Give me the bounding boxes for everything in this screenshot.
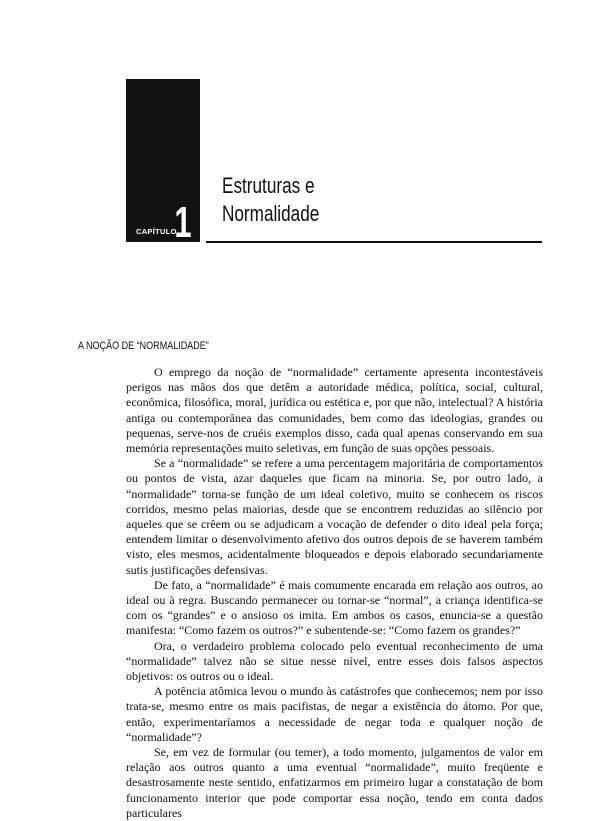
chapter-label: CAPÍTULO [136, 227, 177, 236]
paragraph: A potência atômica levou o mundo às catástrofes que conhecemos; nem por isso trata-se, mesmo entre os mais pacifistas, de negar a existência do átomo. Por que, então, experimentaríamos a necessidade de negar toda e qualquer noção de “normalidade”? [126, 684, 543, 744]
chapter-title-line: Normalidade [222, 201, 320, 226]
chapter-title [222, 172, 319, 228]
section-heading: A NOÇÃO DE “NORMALIDADE” [78, 340, 209, 352]
paragraph: Se a “normalidade” se refere a uma percentagem majoritária de comportamentos ou pontos de vista, azar daqueles que ficam na minoria. Se, por outro lado, a “normalidade” torna-se função de um ideal coletivo, muito se conhecem os riscos corridos, mesmo pelas maiorias, desde que se encontrem reduzidas ao silêncio por aqueles que se crêem ou se adjudicam a vocação de defender o dito ideal pela força; entendem limitar o desenvolvimento afetivo dos outros depois de se haverem também visto, eles mesmos, acidentalmente bloqueados e depois elaborado secundariamente sutis justificações defensivas. [126, 456, 543, 577]
paragraph: Se, em vez de formular (ou temer), a todo momento, julgamentos de valor em relação aos outros quanto a uma eventual “normalidade”, muito freqüente e desastrosamente neste sentido, enfatizarmos em primeiro lugar a constatação de bom funcionamento interior que pode comportar essa noção, tendo em conta dados particulares [126, 745, 543, 820]
paragraph: De fato, a “normalidade” é mais comumente encarada em relação aos outros, ao ideal ou à regra. Buscando permanecer ou tornar-se “normal”, a criança identifica-se com os “grandes” e o ansioso os imita. Em ambos os casos, enuncia-se a questão manifesta: “Como fazem os outros?” e subentende-se: “Como fazem os grandes?” [126, 577, 543, 638]
title-rule-divider [206, 241, 542, 243]
paragraph: Ora, o verdadeiro problema colocado pelo eventual reconhecimento de uma “normalidade” talvez não se situe nesse nível, entre esses dois falsos aspectos objetivos: os outros ou o ideal. [126, 638, 543, 684]
chapter-number-block [126, 79, 200, 247]
chapter-number: 1 [173, 198, 191, 247]
body-text [126, 365, 543, 821]
paragraph: O emprego da noção de “normalidade” certamente apresenta incontestáveis perigos nas mãos dos que detêm a autoridade médica, política, social, cultural, econômica, filosófica, moral, jurídica ou estética e, por que não, intelectual? A história antiga ou contemporânea das comunidades, bem como das ideologias, grandes ou pequenas, serve-nos de cruéis exemplos disso, cada qual apenas conservando em sua memória representações muito seletivas, em função de suas opções pessoais. [126, 365, 543, 456]
chapter-title-line: Estruturas e [222, 173, 315, 198]
